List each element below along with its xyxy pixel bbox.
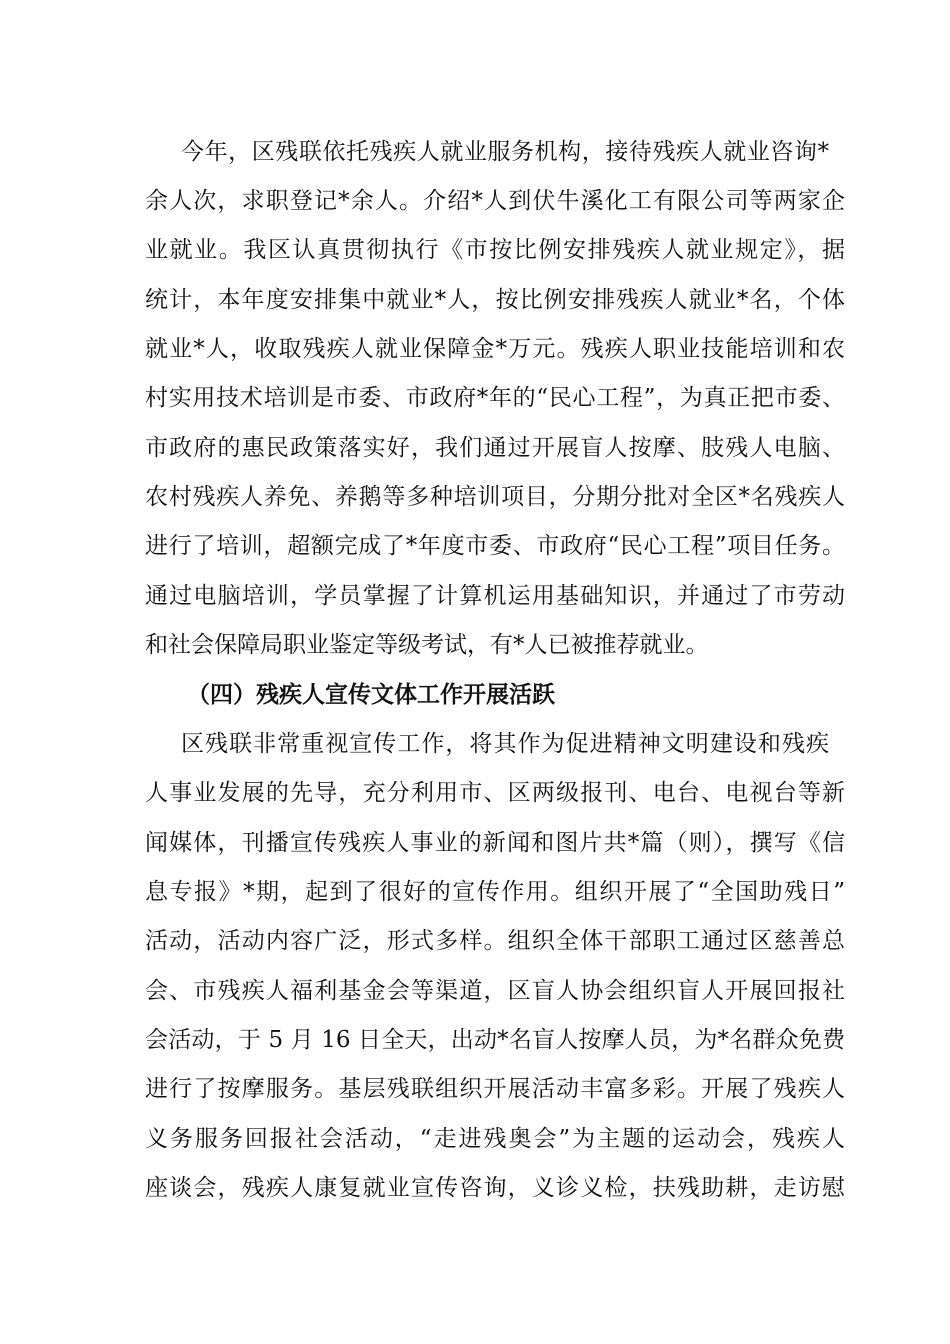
- paragraph-2-line-10: 座谈会，残疾人康复就业宣传咨询，义诊义检，扶残助耕，走访慰: [145, 1175, 845, 1201]
- paragraph-2-line-6: 会、市残疾人福利基金会等渠道，区盲人协会组织盲人开展回报社: [145, 978, 845, 1004]
- paragraph-1-line-10: 通过电脑培训，学员掌握了计算机运用基础知识，并通过了市劳动: [145, 583, 845, 609]
- paragraph-1-line-8: 农村残疾人养免、养鹅等多种培训项目，分期分批对全区*名残疾人: [145, 484, 845, 510]
- paragraph-2-line-1: 区残联非常重视宣传工作，将其作为促进精神文明建设和残疾: [181, 731, 829, 757]
- paragraph-1-line-3: 业就业。我区认真贯彻执行《市按比例安排残疾人就业规定》，据: [145, 237, 845, 263]
- paragraph-2-line-8: 进行了按摩服务。基层残联组织开展活动丰富多彩。开展了残疾人: [145, 1076, 845, 1102]
- paragraph-2-line-4: 息专报》*期，起到了很好的宣传作用。组织开展了“全国助残日”: [145, 879, 845, 905]
- paragraph-1-line-6: 村实用技术培训是市委、市政府*年的“民心工程”，为真正把市委、: [145, 385, 845, 411]
- paragraph-2-line-3: 闻媒体，刊播宣传残疾人事业的新闻和图片共*篇（则），撰写《信: [145, 830, 845, 856]
- paragraph-1-line-5: 就业*人，收取残疾人就业保障金*万元。残疾人职业技能培训和农: [145, 336, 845, 362]
- paragraph-1-line-1: 今年，区残联依托残疾人就业服务机构，接待残疾人就业咨询*: [181, 139, 829, 165]
- paragraph-1-line-4: 统计，本年度安排集中就业*人，按比例安排残疾人就业*名，个体: [145, 287, 845, 313]
- paragraph-1-line-9: 进行了培训，超额完成了*年度市委、市政府“民心工程”项目任务。: [145, 533, 845, 559]
- paragraph-1-line-2: 余人次，求职登记*余人。介绍*人到伏牛溪化工有限公司等两家企: [145, 188, 845, 214]
- paragraph-2-line-5: 活动，活动内容广泛，形式多样。组织全体干部职工通过区慈善总: [145, 928, 845, 954]
- paragraph-2-line-2: 人事业发展的先导，充分利用市、区两级报刊、电台、电视台等新: [145, 780, 845, 806]
- paragraph-2-line-7: 会活动，于 5 月 16 日全天，出动*名盲人按摩人员，为*名群众免费: [145, 1027, 845, 1053]
- paragraph-2-line-9: 义务服务回报社会活动，“走进残奥会”为主题的运动会，残疾人: [145, 1126, 845, 1152]
- section-heading: （四）残疾人宣传文体工作开展活跃: [187, 682, 555, 708]
- paragraph-1-line-7: 市政府的惠民政策落实好，我们通过开展盲人按摩、肢残人电脑、: [145, 435, 845, 461]
- paragraph-1-line-11: 和社会保障局职业鉴定等级考试，有*人已被推荐就业。: [145, 632, 709, 658]
